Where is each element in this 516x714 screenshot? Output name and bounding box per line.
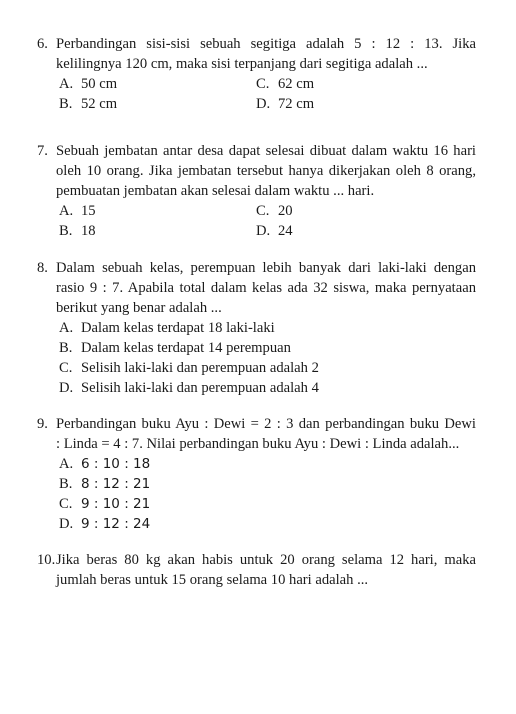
option-letter: C. (256, 76, 270, 92)
question-text-line: Sebuah jembatan antar desa dapat selesai dibuat dalam waktu 16 hari (56, 143, 476, 159)
option-text: 8 : 12 : 21 (81, 476, 151, 492)
question-text-line: pembuatan jembatan akan selesai dalam waktu ... hari. (56, 183, 375, 199)
option-text: 9 : 12 : 24 (81, 516, 151, 532)
option-text: Dalam kelas terdapat 14 perempuan (81, 340, 291, 356)
question-text-line: Jika beras 80 kg akan habis untuk 20 orang selama 12 hari, maka (56, 552, 476, 568)
option-letter: C. (59, 496, 73, 512)
option-letter: A. (59, 456, 74, 472)
option-letter: C. (59, 360, 73, 376)
option-c[interactable] (59, 494, 150, 514)
option-d[interactable] (59, 514, 150, 534)
option-text: 50 cm (81, 76, 118, 92)
question-number: 6. (37, 36, 48, 52)
option-letter: D. (256, 96, 271, 112)
option-letter: A. (59, 320, 74, 336)
option-letter: A. (59, 203, 74, 219)
question-text-line: Perbandingan buku Ayu : Dewi = 2 : 3 dan perbandingan buku Dewi (56, 416, 476, 432)
option-letter: B. (59, 223, 73, 239)
question-text-line: berikut yang benar adalah ... (56, 300, 222, 316)
option-text: 52 cm (81, 96, 118, 112)
option-letter: C. (256, 203, 270, 219)
option-a[interactable] (59, 318, 275, 338)
option-b[interactable] (59, 94, 117, 114)
option-c[interactable] (59, 358, 319, 378)
option-d[interactable] (59, 378, 319, 398)
question-text-line: kelilingnya 120 cm, maka sisi terpanjang dari segitiga adalah ... (56, 56, 428, 72)
option-letter: B. (59, 96, 73, 112)
question-number: 7. (37, 143, 48, 159)
question-text-line: rasio 9 : 7. Apabila total dalam kelas ada 32 siswa, maka pernyataan (56, 280, 476, 296)
option-d[interactable] (256, 94, 314, 114)
option-text: Dalam kelas terdapat 18 laki-laki (81, 320, 275, 336)
option-text: Selisih laki-laki dan perempuan adalah 4 (81, 380, 319, 396)
option-a[interactable] (59, 74, 117, 94)
option-letter: B. (59, 340, 73, 356)
option-b[interactable] (59, 474, 150, 494)
option-text: 18 (81, 223, 96, 239)
option-b[interactable] (59, 221, 96, 241)
option-letter: D. (59, 516, 74, 532)
question-text-line: oleh 10 orang. Jika jembatan tersebut hanya dikerjakan oleh 8 orang, (56, 163, 476, 179)
question-text-line: Perbandingan sisi-sisi sebuah segitiga adalah 5 : 12 : 13. Jika (56, 36, 476, 52)
option-letter: A. (59, 76, 74, 92)
question-number: 8. (37, 260, 48, 276)
option-text: 24 (278, 223, 293, 239)
question-text-line: : Linda = 4 : 7. Nilai perbandingan buku Ayu : Dewi : Linda adalah... (56, 436, 460, 452)
option-text: 20 (278, 203, 293, 219)
option-letter: D. (59, 380, 74, 396)
question-number: 10. (37, 552, 56, 568)
option-text: 62 cm (278, 76, 315, 92)
option-d[interactable] (256, 221, 293, 241)
option-text: 15 (81, 203, 96, 219)
option-a[interactable] (59, 454, 150, 474)
question-number: 9. (37, 416, 48, 432)
option-b[interactable] (59, 338, 291, 358)
option-letter: D. (256, 223, 271, 239)
option-c[interactable] (256, 201, 293, 221)
option-a[interactable] (59, 201, 96, 221)
option-text: 9 : 10 : 21 (81, 496, 151, 512)
option-letter: B. (59, 476, 73, 492)
question-text-line: jumlah beras untuk 15 orang selama 10 hari adalah ... (56, 572, 369, 588)
option-c[interactable] (256, 74, 314, 94)
option-text: Selisih laki-laki dan perempuan adalah 2 (81, 360, 319, 376)
option-text: 72 cm (278, 96, 315, 112)
question-text-line: Dalam sebuah kelas, perempuan lebih banyak dari laki-laki dengan (56, 260, 476, 276)
option-text: 6 : 10 : 18 (81, 456, 151, 472)
